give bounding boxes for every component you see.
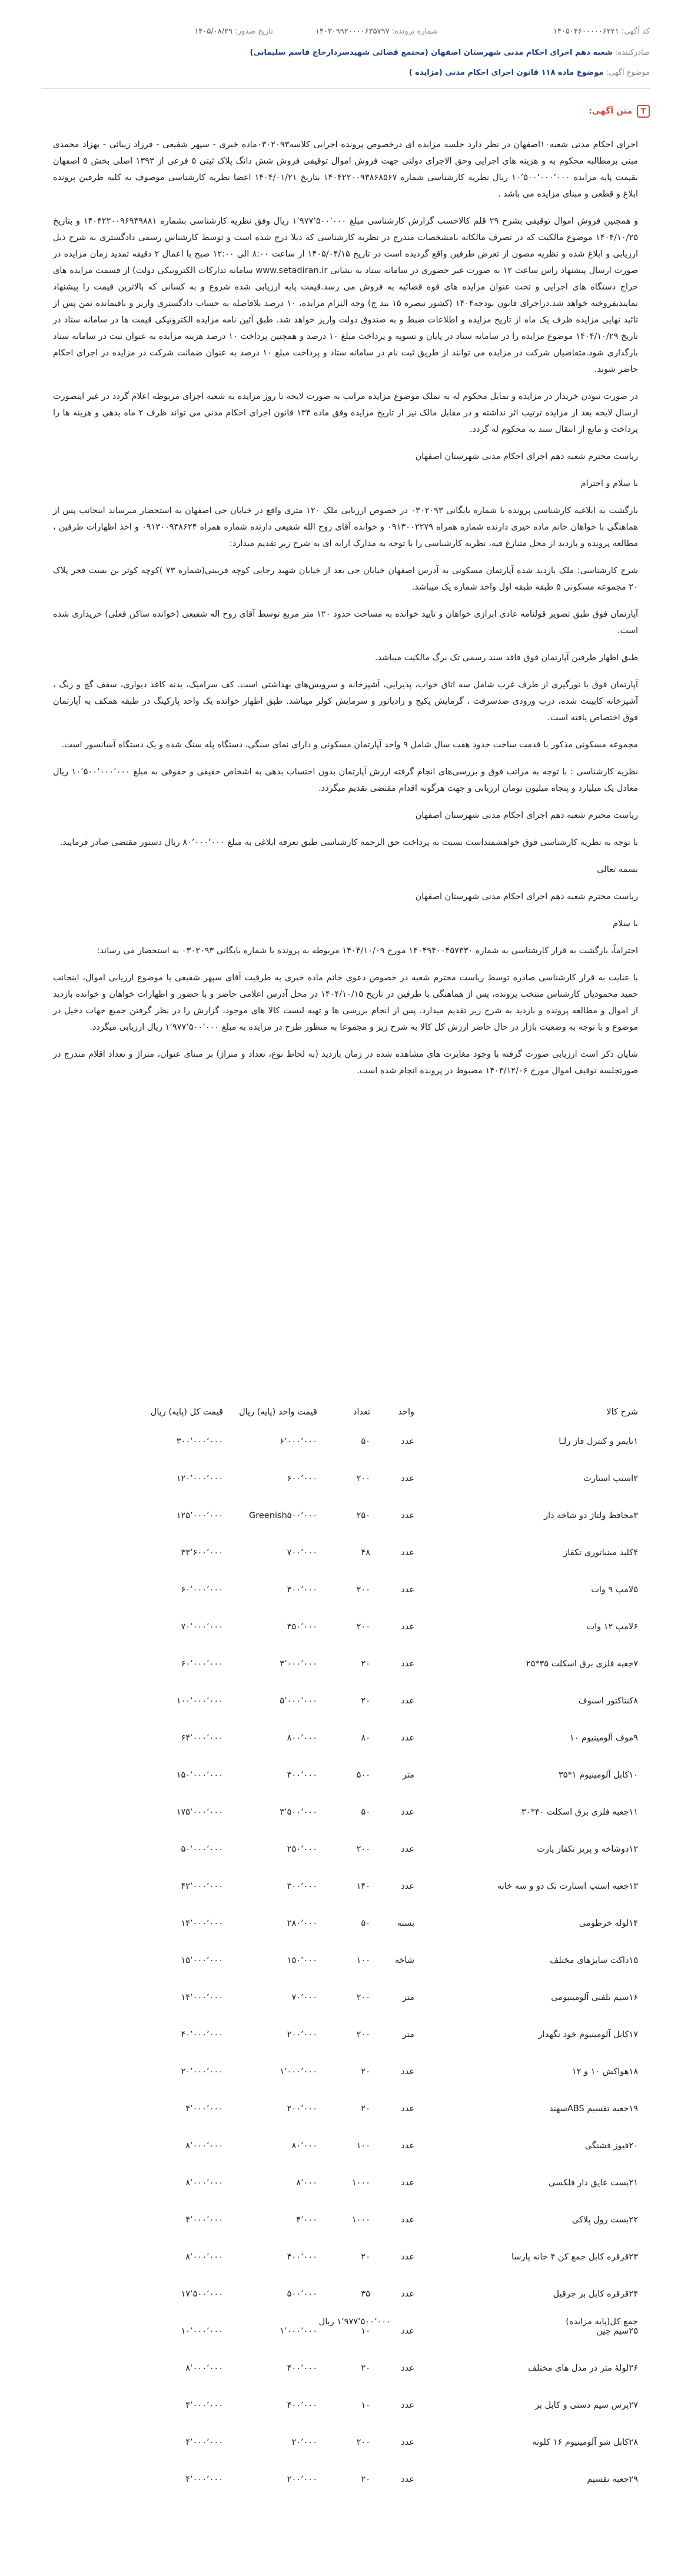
cell-total: ۱۲۵٬۰۰۰٬۰۰۰ (176, 1511, 223, 1520)
notice-body (53, 137, 638, 1090)
cell-unit: شاخه (394, 1956, 414, 1965)
cell-name: ۱۰کابل آلومینیوم ۱*۳۵ (558, 1770, 638, 1780)
cell-unit-price: ۳٬۵۰۰٬۰۰۰ (280, 1808, 317, 1817)
cell-unit-price: ۳٬۰۰۰٬۰۰۰ (280, 1659, 317, 1669)
cell-unit-price: ۷۰٬۰۰۰ (291, 1993, 317, 2002)
cell-name: ۱تایمر و کنترل فاز رلـا (559, 1437, 638, 1446)
table-row (53, 2327, 638, 2364)
cell-qty: ۲۰۰ (356, 1474, 370, 1483)
cell-unit: عدد (401, 2141, 414, 2151)
cell-unit-price: ۱۵۰٬۰۰۰ (287, 1956, 317, 1965)
cell-name: ۱۵داکت سایزهای مختلف (550, 1956, 638, 1965)
table-row (53, 2067, 638, 2104)
cell-unit: عدد (401, 1845, 414, 1854)
cell-unit: عدد (401, 2401, 414, 2410)
table-row (53, 1622, 638, 1659)
cell-name: ۲۰فیوز فشنگی (584, 2141, 638, 2151)
cell-unit-price: ۳۵۰٬۰۰۰ (287, 1622, 317, 1632)
cell-qty: ۲۰ (361, 1659, 370, 1669)
notice-paragraph: نظریه کارشناسی : با توجه به مراتب فوق و بررسی‌های انجام گرفته ارزش آپارتمان بدون احتساب بدهی به اشخاص حقیقی و حقوقی به مبلغ ۱۰٬۵۰۰٬۰۰۰٬۰۰۰ ریال معادل یک میلیارد و پنجاه میلیون تومان ارزیابی و جهت هرگونه اقدام مقتضی تقدیم میگردد. (53, 767, 638, 793)
cell-name: ۱۴لوله خرطومی (579, 1919, 638, 1928)
ad-number-value: ۱۴۰۵۰۴۶۰۰۰۰۰۶۲۲۱ (553, 27, 619, 36)
notice-paragraph: شرح کارشناسی: ملک بازدید شده آپارتمان مسکونی به آدرس اصفهان خیابان جی بعد از خیابان شهید رجایی کوچه فریبنی(شماره ۷۳ )کوچه کوثر بن بست فجر پلاک ۲۰ مجموعه مسکونی ۵ طبقه طبقه اول واحد شماره یک میباشد. (53, 566, 638, 592)
notice-paragraph: آپارتمان فوق با نورگیری از طرف غرب شامل سه اتاق خواب، پذیرایی، آشپزخانه و سرویس‌های بهداشتی است. کف سرامیک، بدنه کاغذ دیواری، سقف گچ و رنگ ، آشپزخانه کابینت شده، درب ورودی ضدسرقت ، گرمایش پکیج و رادیاتور و سرمایش کولر میباشد. طبق اظهار خوانده یک واحد پارکینگ در طبقه همکف به آپارتمان فوق اختصاص یافته است. (53, 680, 638, 723)
notice-paragraph: و همچنین فروش اموال توقیفی بشرح ۲۹ قلم کالاحسب گزارش کارشناسی مبلغ ۱٬۹۷۷٬۵۰۰٬۰۰۰ ریال وفق نظریه کارشناسی بشماره ۱۴۰۴۲۲۰۰۹۶۹۴۹۸۸۱ و بتاریخ ۱۴۰۴/۱۰/۲۵ موضوع مالکیت که در تصرف مالکانه بامشخصات مندرج در نظریه کارشناسی که ذیلا درج شده است و توسط کارشناس رسمی دادگستری به شرح ذیل ارزیابی و ابلاغ شده و نظریه مصون از تعرض طرفین واقع گردیده است در تاریخ ۱۴۰۵/۰۴/۱۵ از ساعت ۸:۰۰ الی ۱۲:۰۰ صبح با اعمال ۲ دقیقه تمدید زمان مزایده در صورت ارسال پیشنهاد راس ساعت ۱۲ به صورت غیر حضوری در سامانه ستاد به نشانی www.setadiran.ir سامانه تدارکات الکترونیکی دولت) از قسمت مزایده های حراج دستگاه های اجرایی و تحت عنوان مزایده های قوه قضائیه به فروش می رسد.قیمت پایه ارزیابی شده شروع و به کسانی که بالاترین قیمت را پیشنهاد نمایندبفروخته خواهد شد.دراجرای قانون بودجه۱۴۰۴ (کشور تبصره ۱۵ بند ج) وجه التزام مزایده، ۱۰ درصد بلافاصله به حساب دادگستری واریز و باقیمانده ثمن پس از تائید نهایی مزایده ظرف یک ماه از تاریخ مزایده و اطلاعات ضبط و به صندوق دولت واریز خواهد شد. طبق آئین نامه مزایده الکترونیکی قیمت ها در سامانه ستاد در تاریخ ۱۴۰۴/۱۰/۲۹ موضوع مزایده را در سامانه ستاد در پایان و تسویه و پرداخت مبلغ ۱۰ درصد و همچنین پرداخت ۱۰ درصد هزینه مزایده به عنوان ثبت در سامانه ستاد بارگذاری شود.متقاضیان شرکت در مزایده می توانند از طریق ثبت نام در سامانه ستاد و پرداخت مبلغ ۱۰ درصد به عنوان ضمانت شرکت در مزایده در اجرای احکام حاضر شوند. (53, 217, 639, 374)
cell-qty: ۲۰ (361, 2475, 370, 2484)
items-table (53, 1407, 638, 2512)
cell-unit: عدد (401, 1474, 414, 1483)
cell-unit-price: ۲۰۰٬۰۰۰ (287, 2104, 317, 2114)
notice-paragraph: آپارتمان فوق طبق تصویر قولنامه عادی ابرازی خواهان و تایید خوانده به مساحت حدود ۱۲۰ متر مربع توسط آقای روح اله شفیعی (خوانده ساکن فعلی) خریداری شده است. (53, 610, 639, 635)
cell-total: ۴۰٬۰۰۰٬۰۰۰ (181, 2030, 223, 2039)
cell-unit-price: ۴۰۰٬۰۰۰ (287, 2364, 317, 2373)
table-row (53, 2030, 638, 2067)
cell-unit: عدد (401, 1511, 414, 1520)
section-label: متن آگهی: (589, 106, 632, 116)
notice-paragraph: ریاست محترم شعبه دهم اجرای احکام مدنی شهرستان اصفهان (415, 892, 638, 901)
cell-unit: عدد (401, 2438, 414, 2447)
notice-paragraph: با سلام و احترام (580, 479, 638, 488)
table-row (53, 1511, 638, 1548)
cell-unit: عدد (401, 2067, 414, 2076)
cell-name: ۲۶لولهٔ متر در مدل های مختلف (528, 2364, 638, 2373)
table-row (53, 1919, 638, 1956)
cell-total: ۱۴٬۰۰۰٬۰۰۰ (181, 1993, 223, 2002)
cell-unit-price: ۶٬۰۰۰٬۰۰۰ (280, 1437, 317, 1446)
table-row (53, 2104, 638, 2141)
cell-qty: ۲۰۰ (356, 1585, 370, 1595)
cell-name: ۸کنتاکتور اسنوف (578, 1696, 638, 1706)
notice-paragraph: بازگشت به ابلاغیه کارشناسی پرونده با شماره بایگانی ۰۳۰۲۰۹۳ در خصوص ارزیابی ملک ۱۲۰ متری واقع در خیابان جی اصفهان به استحضار میرساند اینجانب پس از هماهنگی با خواهان خانم ماده خیری دارنده شماره همراه ۰۹۱۳۰۰۲۲۷۹ و خوانده آقای روح الله شفیعی دارنده شماره همراه ۰۹۱۳۰۰۹۳۸۶۲۴ و اخذ اظهارات طرفین ، مطالعه پرونده و بازدید از محل متنازع فیه، نظریه کارشناسی را با توجه به مدارک ارایه ای به شرح زیر تقدیم میدارد: (53, 506, 638, 548)
notice-paragraph: شایان ذکر است ارزیابی صورت گرفته با وجود مغایرت های مشاهده شده در زمان بازدید (به لحاظ نوع، تعداد و متراژ) بر مبنای عنوان، متراژ و تعداد اقلام مندرج در صورتجلسه توقیف اموال مورخ ۱۴۰۳/۱۲/۰۶ مضبوط در پرونده انجام شده است. (53, 1050, 638, 1076)
notice-paragraph: ریاست محترم شعبه دهم اجرای احکام مدنی شهرستان اصفهان (415, 452, 638, 461)
cell-qty: ۱۰۰ (356, 2141, 370, 2151)
cell-total: ۴٬۰۰۰٬۰۰۰ (185, 2401, 223, 2410)
cell-total: ۸٬۰۰۰٬۰۰۰ (185, 2252, 223, 2262)
cell-total: ۷۰٬۰۰۰٬۰۰۰ (181, 1622, 223, 1632)
cell-unit: متر (402, 2030, 414, 2039)
cell-total: ۲۰٬۰۰۰٬۰۰۰ (181, 2067, 223, 2076)
cell-unit-price: ۸٬۰۰۰ (296, 2178, 317, 2188)
notice-paragraph: با توجه به نظریه کارشناسی فوق خواهشمنداست نسبت به پرداخت حق الزحمه کارشناسی طبق تعرفه ابلاغی به مبلغ ۸۰٬۰۰۰٬۰۰۰ ریال دستور مقتضی صادر فرمایید. (59, 838, 638, 847)
cell-unit: عدد (401, 1696, 414, 1706)
header-meta (41, 27, 650, 48)
cell-unit-price: ۸۰۰٬۰۰۰ (287, 1733, 317, 1743)
cell-total: ۱۵۰٬۰۰۰٬۰۰۰ (176, 1770, 223, 1780)
cell-total: ۴۲٬۰۰۰٬۰۰۰ (181, 1882, 223, 1891)
notice-paragraph: اجرای احکام مدنی شعبه۱۰اصفهان در نظر دارد جلسه مزایده ای درخصوص پرونده اجرایی کلاسه۰۳۰۲۰۹۳ماده خیری - سپهر شفیعی - فرزاد زیبائی - بهزاد محمدی مبنی برمطالبه محکوم به و هزینه های اجرایی وحق الاجرای دولتی جهت فروش اموال توقیفی فروش شش دانگ پلاک ثبتی ۵ فرعی از ۱۳۹۳ اصلی بخش ۵ اصفهان بقیمت پایه مزایده ۱۰٬۵۰۰٬۰۰۰٬۰۰۰ ریال نظریه کارشناسی شماره ۱۴۰۴۲۲۰۰۹۳۸۶۸۵۶۷ بتاریخ ۱۴۰۴/۰۱/۲۱ اعضا نظریه کارشناسی موصوف به کلیه طرفین پرونده ابلاغ و قطعی و مبنای مزایده می باشد . (53, 140, 639, 199)
cell-qty: ۱۴۰ (356, 1882, 370, 1891)
cell-unit: عدد (401, 1437, 414, 1446)
cell-qty: ۵۰ (361, 1437, 370, 1446)
cell-qty: ۲۰۰ (356, 2438, 370, 2447)
cell-name: ۵لامپ ۹ وات (591, 1585, 638, 1595)
cell-qty: ۵۰ (361, 1919, 370, 1928)
cell-unit-price: ۴۰۰٬۰۰۰ (287, 2252, 317, 2262)
table-row (53, 1770, 638, 1808)
notice-paragraph: با عنایت به قرار کارشناسی صادره توسط ریاست محترم شعبه در خصوص دعوی خانم ماده خیری به طرفیت آقای سپهر شفیعی با موضوع ارزیابی اموال، اینجانب حمید محمودیان کارشناس منتخب پرونده، پس از هماهنگی با طرفین در تاریخ ۱۴۰۴/۱۰/۱۵ در محل آدرس اعلامی حاضر و با حضور و اظهارات خواهان و خوانده بازدید از اموال و مطالعه پرونده و بازدید به شرح زیر تقدیم میدارد. پس از انجام بررسی ها و تهیه لیست کالا های موجود، گزارش را در نظر گرفتن جمیع جهات دخیل در موضوع و با توجه به وضعیت بازار در حال حاضر ارزش کل کالا به شرح زیر و مجموعا به منظور طرح در مزایده به مبلغ ۱٬۹۷۷٬۵۰۰٬۰۰۰ ریال ارزیابی میگردد. (53, 973, 638, 1032)
cell-qty: ۱۰ (361, 2327, 370, 2336)
cell-unit-price: ۳۰۰٬۰۰۰ (287, 1882, 317, 1891)
cell-name: ۲۲بست رول پلاکی (572, 2215, 638, 2225)
table-row (53, 1548, 638, 1585)
cell-unit: عدد (401, 2252, 414, 2262)
cell-total: ۱۷۵٬۰۰۰٬۰۰۰ (176, 1808, 223, 1817)
cell-name: ۱۲دوشاخه و پریز تکفاز پارت (537, 1845, 638, 1854)
cell-total: ۳۰۰٬۰۰۰٬۰۰۰ (176, 1437, 223, 1446)
notice-paragraph: ریاست محترم شعبه دهم اجرای احکام مدنی شهرستان اصفهان (415, 811, 638, 820)
cell-unit: عدد (401, 2104, 414, 2114)
cell-name: ۱۳جعبه استپ استارت تک دو و سه خانه (497, 1882, 638, 1891)
cell-name: ۲۹جعبه تقسیم (587, 2475, 638, 2484)
cell-unit-price: ۲۰۰٬۰۰۰ (287, 2475, 317, 2484)
cell-total: ۶۰٬۰۰۰٬۰۰۰ (181, 1659, 223, 1669)
total-label: جمع کل(پایه مزایده) (566, 2317, 638, 2327)
cell-total: ۱۵٬۰۰۰٬۰۰۰ (181, 1956, 223, 1965)
table-row (53, 2438, 638, 2475)
cell-qty: ۲۵۰ (356, 1511, 370, 1520)
cell-total: ۱۲۰٬۰۰۰٬۰۰۰ (176, 1474, 223, 1483)
cell-name: ۱۱جعبه فلزی برق اسکلت ۴۰*۳۰ (521, 1808, 638, 1817)
cell-unit: عدد (401, 2215, 414, 2225)
cell-name: ۳محافظ ولتاژ دو شاخه دار (544, 1511, 638, 1520)
cell-name: ۱۹جعبه تقسیم ABSسهند (549, 2104, 638, 2114)
table-row (53, 1993, 638, 2030)
total-value: ۱٬۹۷۷٬۵۰۰٬۰۰۰ ریال (318, 2317, 391, 2327)
cell-total: ۱۰۰٬۰۰۰٬۰۰۰ (176, 1696, 223, 1706)
cell-name: ۷جعبه فلزی برق اسکلت ۳۵*۲۵ (526, 1659, 638, 1669)
cell-unit-price: ۵۰۰٬۰۰۰ (287, 2289, 317, 2299)
cell-qty: ۲۰ (361, 2104, 370, 2114)
cell-unit: عدد (401, 2289, 414, 2299)
cell-unit: بسته (397, 1919, 414, 1928)
table-row (53, 2475, 638, 2512)
cell-unit: عدد (401, 1585, 414, 1595)
cell-unit-price: ۵٬۰۰۰٬۰۰۰ (280, 1696, 317, 1706)
cell-qty: ۵۰۰ (356, 1770, 370, 1780)
cell-total: ۳۳٬۶۰۰٬۰۰۰ (181, 1548, 223, 1557)
notice-paragraph: بسمه تعالی (597, 865, 638, 874)
issue-date-value: ۱۴۰۵/۰۸/۲۹ (194, 27, 233, 36)
cell-unit: متر (402, 1993, 414, 2002)
table-row (53, 1845, 638, 1882)
cell-total: ۱۷٬۵۰۰٬۰۰۰ (181, 2289, 223, 2299)
cell-unit-price: ۲۰۰٬۰۰۰ (287, 2030, 317, 2039)
cell-name: ۲۵سیم چین (596, 2327, 638, 2336)
cell-total: ۶۴٬۰۰۰٬۰۰۰ (181, 1733, 223, 1743)
cell-name: ۲۸کابل شو آلومینیوم ۱۶ کلوته (532, 2438, 638, 2447)
section-header (589, 105, 650, 118)
cell-unit: عدد (401, 1808, 414, 1817)
table-header: شرح کالا واحد تعداد قیمت واحد (پایه) ریال قیمت کل (پایه) ریال (150, 1407, 638, 1417)
table-row (53, 1474, 638, 1511)
notice-paragraph: مجموعه مسکونی مذکور با قدمت ساخت حدود هفت سال شامل ۹ واحد آپارتمان مسکونی و دارای نمای سنگی، دستگاه پله سنگ شده و یک دستگاه آسانسور است. (61, 740, 638, 750)
cell-unit: عدد (401, 1548, 414, 1557)
cell-qty: ۱۰۰ (356, 1956, 370, 1965)
table-row (53, 2215, 638, 2252)
cell-total: ۴٬۰۰۰٬۰۰۰ (185, 2215, 223, 2225)
cell-qty: ۱۰ (361, 2401, 370, 2410)
table-row (53, 2252, 638, 2289)
cell-qty: ۵۰ (361, 1808, 370, 1817)
cell-unit-price: ۱٬۰۰۰٬۰۰۰ (280, 2067, 317, 2076)
notice-paragraph: با سلام (613, 919, 638, 928)
cell-total: ۴٬۰۰۰٬۰۰۰ (185, 2438, 223, 2447)
cell-name: ۱۸هواکش ۱۰ و ۱۲ (572, 2067, 638, 2076)
cell-total: ۱۴٬۰۰۰٬۰۰۰ (181, 1919, 223, 1928)
cell-qty: ۲۰۰ (356, 1993, 370, 2002)
cell-unit-price: ۲۵۰٬۰۰۰ (287, 1845, 317, 1854)
cell-unit-price: ۲۰٬۰۰۰ (291, 2438, 317, 2447)
cell-total: ۸٬۰۰۰٬۰۰۰ (185, 2141, 223, 2151)
cell-unit-price: ۲۸۰٬۰۰۰ (287, 1919, 317, 1928)
table-row (53, 1956, 638, 1993)
notice-paragraph: احتراماً، بازگشت به قرار کارشناسی به شماره ۱۴۰۴۹۴۰۰۴۵۷۳۳۰ مورخ ۱۴۰۴/۱۰/۰۹ مربوطه به پرونده با شماره بایگانی ۰۳۰۲۰۹۳ به استحضار می رساند: (97, 946, 638, 956)
notice-number-value: ۱۴۰۳۰۹۹۲۰۰۰۰۶۳۵۷۹۷ (315, 27, 390, 36)
cell-unit: عدد (401, 1733, 414, 1743)
cell-name: ۲۷پرس سیم دستی و کابل بر (535, 2401, 638, 2410)
cell-name: ۲استپ استارت (583, 1474, 638, 1483)
cell-qty: ۲۰ (361, 1696, 370, 1706)
notice-paragraph: در صورت نبودن خریدار در مزایده و تمایل محکوم له به تملک موضوع مزایده مراتب به صورت لایحه تا روز مزایده به شعبه اجرای مربوطه اعلام گردد در غیر اینصورت ارسال لایحه بعد از مزایده ترتیب اثر نداشته و در مقابل مالک نیز از تاریخ مزایده وفق ماده ۱۳۴ قانون اجرای احکام مدنی می تواند ظرف ۲ ماه بدهی و هزینه ها را پرداخت و مانع از انتقال سند به محکوم له گردد. (53, 392, 639, 434)
table-row (53, 1808, 638, 1845)
cell-name: ۹موف آلومینیوم ۱۰ (569, 1733, 638, 1743)
notice-paragraph: طبق اظهار طرفین آپارتمان فوق فاقد سند رسمی تک برگ مالکیت میباشد. (374, 653, 638, 663)
issuer-line: صادرکننده: شعبه دهم اجرای احکام مدنی شهرستان اصفهان (مجتمع قضائی شهیدسردارحاج قاسم سلیمانی) (250, 48, 650, 57)
subject-line: موضوع آگهی: موضوع ماده ۱۱۸ قانون اجرای احکام مدنی (مزایده ) (408, 68, 650, 77)
cell-qty: ۲۰ (361, 2252, 370, 2262)
table-row (53, 1882, 638, 1919)
cell-qty: ۸۰ (361, 1733, 370, 1743)
subject-value: موضوع ماده ۱۱۸ قانون اجرای احکام مدنی (مزایده ) (408, 68, 604, 77)
cell-qty: ۲۰ (361, 2067, 370, 2076)
cell-name: ۲۴قرقره کابل بر جرقیل (553, 2289, 638, 2299)
cell-unit: عدد (401, 2364, 414, 2373)
cell-total: ۴٬۰۰۰٬۰۰۰ (185, 2104, 223, 2114)
divider (41, 88, 650, 89)
table-row (53, 1659, 638, 1696)
cell-total: ۴٬۰۰۰٬۰۰۰ (185, 2475, 223, 2484)
cell-total: ۱۰٬۰۰۰٬۰۰۰ (181, 2327, 223, 2336)
cell-qty: ۲۰۰ (356, 1845, 370, 1854)
cell-unit-price: ۱٬۰۰۰٬۰۰۰ (280, 2327, 317, 2336)
table-row (53, 1585, 638, 1622)
cell-name: ۲۳قرقره کابل جمع کن ۴ خانه پارسا (511, 2252, 638, 2262)
table-row (53, 2401, 638, 2438)
table-row (53, 1437, 638, 1474)
cell-qty: ۳۵ (361, 2289, 370, 2299)
issue-date: تاریخ صدور: ۱۴۰۵/۰۸/۲۹ (194, 27, 273, 36)
cell-unit-price: ۳۰۰٬۰۰۰ (287, 1585, 317, 1595)
cell-unit: عدد (401, 2475, 414, 2484)
cell-name: ۲۱بست عایق دار فلکسی (548, 2178, 638, 2188)
cell-unit: عدد (401, 2327, 414, 2336)
cell-unit: عدد (401, 1622, 414, 1632)
cell-total: ۸٬۰۰۰٬۰۰۰ (185, 2364, 223, 2373)
cell-unit: عدد (401, 1882, 414, 1891)
cell-name: ۶لامپ ۱۲ وات (586, 1622, 638, 1632)
table-row (53, 2364, 638, 2401)
cell-qty: ۲۰۰ (356, 1622, 370, 1632)
cell-unit-price: ۳۰۰٬۰۰۰ (287, 1770, 317, 1780)
cell-unit: عدد (401, 1659, 414, 1669)
cell-qty: ۲۰۰ (356, 2030, 370, 2039)
cell-unit: عدد (401, 2178, 414, 2188)
cell-total: ۵۰٬۰۰۰٬۰۰۰ (181, 1845, 223, 1854)
cell-total: ۸٬۰۰۰٬۰۰۰ (185, 2178, 223, 2188)
cell-qty: ۴۸ (361, 1548, 370, 1557)
cell-total: ۶۰٬۰۰۰٬۰۰۰ (181, 1585, 223, 1595)
cell-qty: ۲۰ (361, 2364, 370, 2373)
issuer-value: شعبه دهم اجرای احکام مدنی شهرستان اصفهان (مجتمع قضائی شهیدسردارحاج قاسم سلیمانی) (250, 48, 613, 57)
notice-number: شماره پرونده: ۱۴۰۳۰۹۹۲۰۰۰۰۶۳۵۷۹۷ (315, 27, 438, 36)
table-row (53, 1696, 638, 1733)
cell-name: ۴کلید مینیاتوری تکفاز (563, 1548, 638, 1557)
cell-unit: متر (402, 1770, 414, 1780)
table-row (53, 2178, 638, 2215)
table-row (53, 2141, 638, 2178)
cell-unit-price: ۴٬۰۰۰ (296, 2215, 317, 2225)
cell-qty: ۱۰۰۰ (351, 2215, 370, 2225)
cell-unit-price: ۴۰۰٬۰۰۰ (287, 2401, 317, 2410)
cell-name: ۱۶سیم تلفنی آلومینیومی (551, 1993, 638, 2002)
table-row (53, 1733, 638, 1770)
cell-qty: ۱۰۰۰ (351, 2178, 370, 2188)
cell-unit-price: ۷۰۰٬۰۰۰ (287, 1548, 317, 1557)
cell-unit-price: ۸۰٬۰۰۰ (291, 2141, 317, 2151)
cell-name: ۱۷کابل آلومینیوم خود نگهدار (538, 2030, 638, 2039)
ad-number: کد آگهی: ۱۴۰۵۰۴۶۰۰۰۰۰۶۲۲۱ (553, 27, 650, 36)
cell-unit-price: ۶۰۰٬۰۰۰ (287, 1474, 317, 1483)
cell-unit-price: Greenish۵۰۰٬۰۰۰ (248, 1511, 317, 1520)
text-icon: T (637, 105, 650, 118)
